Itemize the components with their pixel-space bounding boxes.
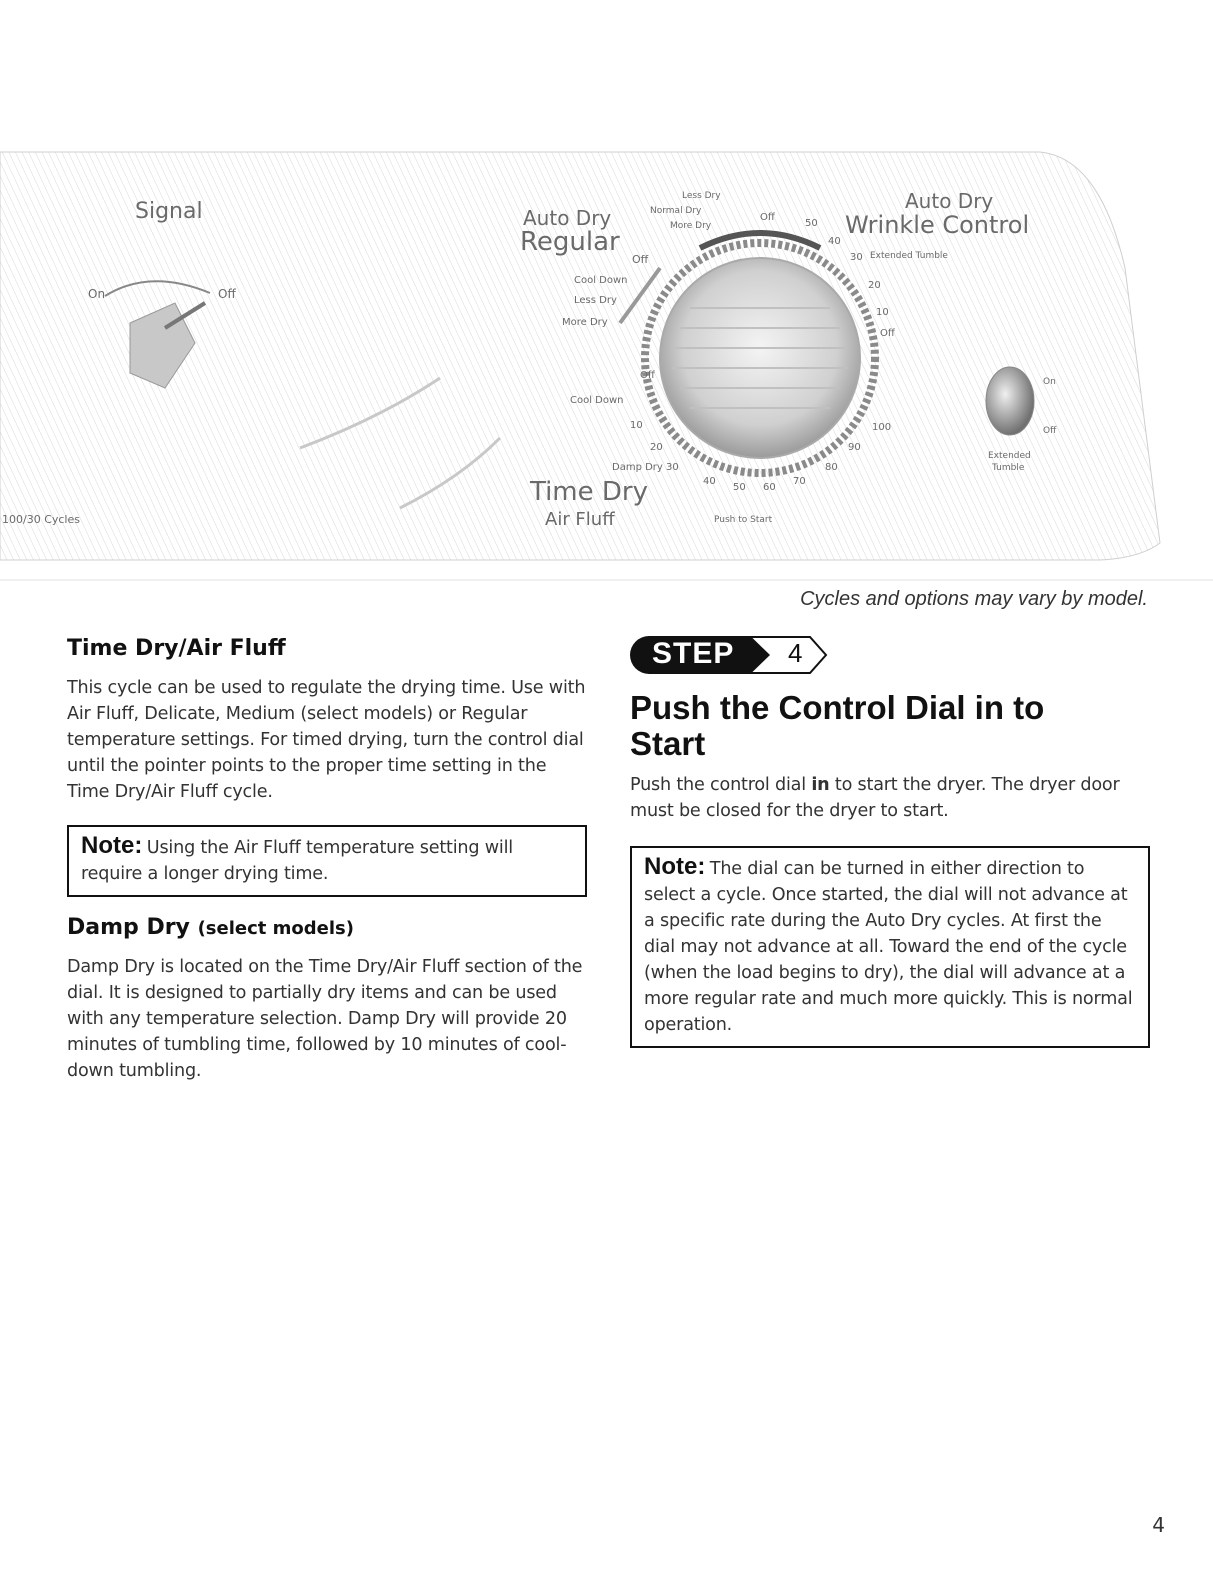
note-label: Note: — [644, 853, 706, 880]
cycles-label: 100/30 Cycles — [2, 513, 80, 526]
paragraph-part: Push the control dial — [630, 775, 812, 795]
time-dry-paragraph: This cycle can be used to regulate the drying time. Use with Air Fluff, Delicate, Medium (select models) or Regular temperature settings. For timed drying, turn the control dial until the pointer points to the proper time setting in the Time Dry/Air Fluff cycle. — [67, 678, 586, 802]
note-text: The dial can be turned in either direction to select a cycle. Once started, the dial will not advance at a specific rate during the Auto Dry cycles. At first the dial may not advance at all. Toward the end of the cycle (when the load begins to dry), the dial will advance at a more regular rate and much more quickly. This is normal operation. — [644, 859, 1133, 1035]
wrinkle-mark: 50 — [805, 218, 818, 229]
damp-dry-suffix: (select models) — [197, 918, 354, 939]
step-badge — [630, 636, 1150, 680]
switch-on-label: On — [1043, 377, 1056, 387]
switch-off-label: Off — [1043, 426, 1057, 436]
note-label: Note: — [81, 832, 143, 859]
wrinkle-mark: 40 — [828, 236, 841, 247]
wrinkle-mark: 30 — [850, 252, 863, 263]
top-normal-dry-label: Normal Dry — [650, 206, 702, 216]
time-mark: 50 — [733, 482, 746, 493]
wrinkle-mark: 20 — [868, 280, 881, 291]
time-off-label: Off — [640, 370, 655, 381]
paragraph-bold: in — [811, 775, 830, 795]
auto-dry-regular-line1: Auto Dry — [523, 206, 612, 230]
regular-more-dry-label: More Dry — [562, 317, 608, 328]
top-more-dry-label: More Dry — [670, 221, 712, 231]
wrinkle-control-line1: Auto Dry — [905, 189, 994, 213]
push-control-dial-heading: Push the Control Dial in to Start — [630, 689, 1045, 762]
time-mark: 90 — [848, 442, 861, 453]
time-dry-air-fluff-heading: Time Dry/Air Fluff — [67, 636, 286, 661]
control-panel-illustration — [0, 148, 1213, 588]
step-number: 4 — [788, 638, 803, 668]
air-fluff-note — [67, 825, 587, 897]
time-damp-dry-label: Damp Dry 30 — [612, 462, 679, 473]
wrinkle-control-line2: Wrinkle Control — [845, 211, 1030, 239]
extended-tumble-switch[interactable] — [986, 367, 1034, 435]
time-mark: 100 — [872, 422, 892, 433]
damp-dry-title: Damp Dry — [67, 915, 190, 940]
time-mark: 80 — [825, 462, 838, 473]
note-text: Using the Air Fluff temperature setting will require a longer drying time. — [81, 838, 513, 884]
top-off-label: Off — [760, 212, 775, 223]
regular-off-label: Off — [632, 253, 649, 266]
regular-less-dry-label: Less Dry — [574, 295, 617, 306]
right-column — [630, 636, 1150, 1048]
control-panel-svg — [0, 148, 1213, 588]
push-dial-paragraph — [630, 772, 1150, 824]
time-mark: 60 — [763, 482, 776, 493]
signal-label: Signal — [135, 199, 203, 224]
time-mark: 70 — [793, 476, 806, 487]
damp-dry-paragraph: Damp Dry is located on the Time Dry/Air Fluff section of the dial. It is designed to partially dry items and can be used with any temperature selection. Damp Dry will provide 20 minutes of tumbling time, followed by 10 minutes of cool-down tumbling. — [67, 957, 583, 1081]
signal-off-label: Off — [218, 287, 236, 301]
left-column — [67, 636, 587, 1084]
step-number-arrow — [738, 636, 828, 674]
time-mark: 20 — [650, 442, 663, 453]
wrinkle-off-label: Off — [880, 328, 895, 339]
step-label: STEP — [652, 637, 735, 670]
time-dry-line1: Time Dry — [530, 477, 648, 507]
switch-extended-label-line1: Extended — [988, 451, 1031, 461]
paragraph-part: to start the dryer. The dryer door must be closed for the dryer to start. — [630, 775, 1120, 821]
signal-on-label: On — [88, 287, 106, 301]
wrinkle-extended-label: Extended Tumble — [870, 251, 948, 261]
time-cool-down-label: Cool Down — [570, 395, 624, 406]
regular-cool-down-label: Cool Down — [574, 275, 628, 286]
top-less-dry-label: Less Dry — [682, 191, 721, 201]
panel-caption: Cycles and options may vary by model. — [800, 588, 1148, 610]
time-mark: 40 — [703, 476, 716, 487]
damp-dry-heading — [67, 915, 587, 940]
push-to-start-label: Push to Start — [714, 515, 773, 525]
switch-extended-label-line2: Tumble — [992, 463, 1025, 473]
time-dry-line2: Air Fluff — [545, 509, 615, 530]
control-dial[interactable] — [660, 258, 860, 458]
time-mark: 10 — [630, 420, 643, 431]
wrinkle-mark: 10 — [876, 307, 889, 318]
dial-note — [630, 846, 1150, 1048]
page-number: 4 — [1152, 1513, 1165, 1537]
auto-dry-regular-line2: Regular — [520, 227, 620, 257]
